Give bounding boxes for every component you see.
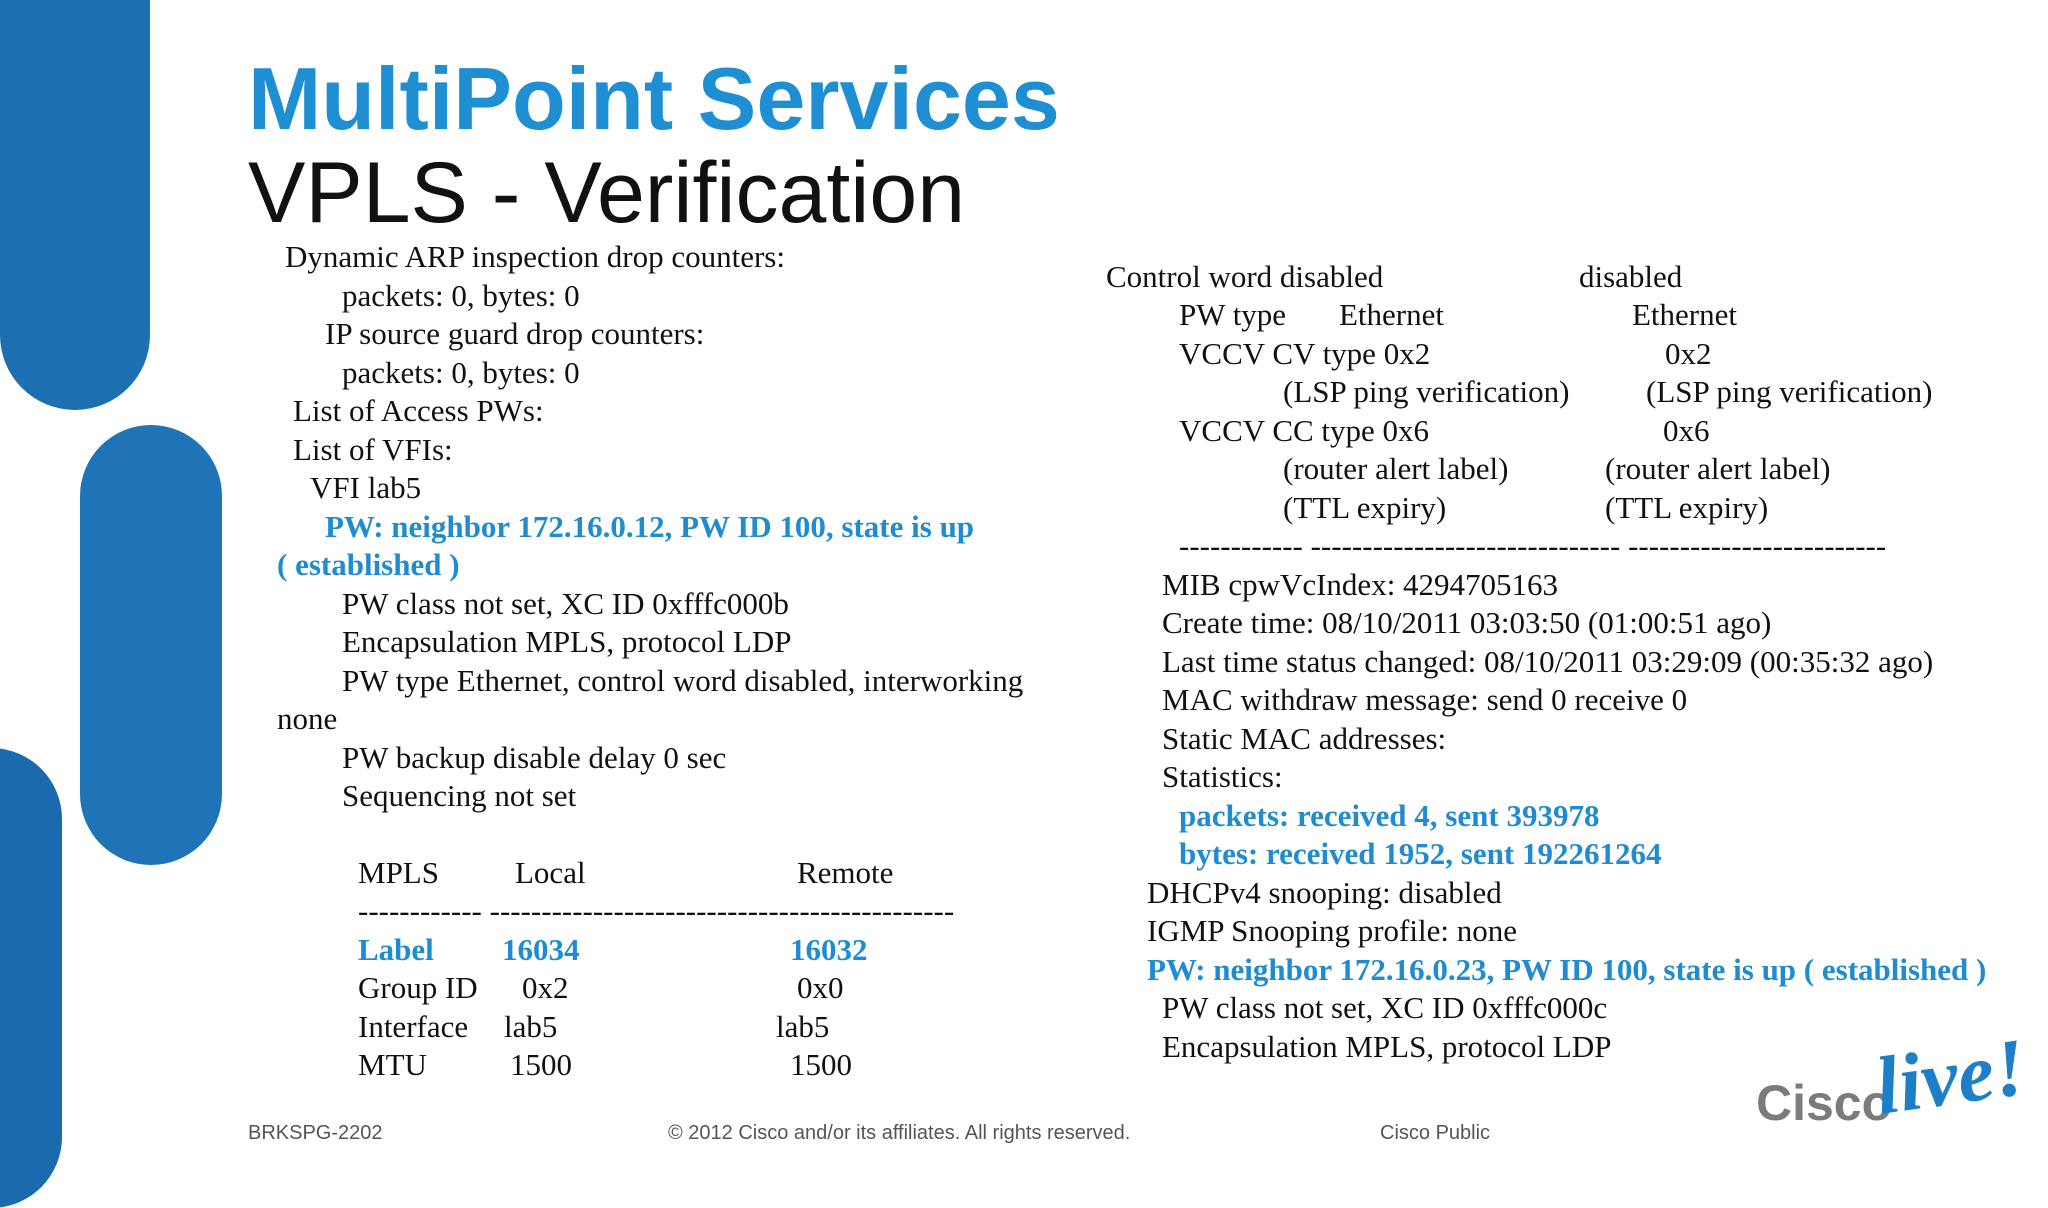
cli-line: Static MAC addresses: (1162, 721, 1447, 756)
cli-line: Ethernet (1339, 297, 1445, 332)
slide-subtitle: VPLS - Verification (248, 145, 966, 241)
cli-line: Create time: 08/10/2011 03:03:50 (01:00:51 ago) (1162, 605, 1772, 640)
mpls-row-mtu-name: MTU (358, 1047, 427, 1082)
cli-line: (router alert label) (1283, 451, 1509, 486)
mpls-row-groupid-local: 0x2 (522, 970, 569, 1005)
slide-title: MultiPoint Services (248, 49, 1060, 148)
cli-line: Last time status changed: 08/10/2011 03:29:09 (00:35:32 ago) (1162, 644, 1934, 679)
decorative-pill-bottom (0, 748, 62, 1208)
mpls-row-label-remote: 16032 (790, 932, 868, 967)
cli-line-highlight: PW: neighbor 172.16.0.23, PW ID 100, state is up ( established ) (1147, 952, 1987, 987)
cli-line: VFI lab5 (310, 470, 422, 505)
cli-line: (LSP ping verification) (1283, 374, 1570, 409)
logo-live-text: live! (1869, 1020, 2032, 1132)
decorative-pill-middle (80, 425, 222, 865)
cli-line: VCCV CC type 0x6 (1179, 413, 1430, 448)
cli-line: packets: 0, bytes: 0 (342, 278, 580, 313)
footer-session-code: BRKSPG-2202 (248, 1122, 383, 1144)
cli-line: Dynamic ARP inspection drop counters: (285, 239, 785, 274)
mpls-header-local: Local (515, 855, 586, 890)
mpls-row-interface-remote: lab5 (776, 1009, 830, 1044)
cli-line: List of Access PWs: (293, 393, 544, 428)
mpls-row-groupid-remote: 0x0 (797, 970, 844, 1005)
cisco-live-logo (1756, 1020, 2036, 1140)
cli-line: (TTL expiry) (1283, 490, 1447, 525)
cli-line: IP source guard drop counters: (325, 316, 705, 351)
cli-line: MIB cpwVcIndex: 4294705163 (1162, 567, 1559, 602)
cli-line-highlight: PW: neighbor 172.16.0.12, PW ID 100, state is up (325, 509, 975, 544)
cli-line: packets: 0, bytes: 0 (342, 355, 580, 390)
cli-line: Control word disabled (1106, 259, 1384, 294)
cli-line: 0x2 (1665, 336, 1712, 371)
logo-cisco-text: Cisco (1756, 1075, 1893, 1131)
mpls-row-mtu-local: 1500 (510, 1047, 572, 1082)
cli-line: Ethernet (1632, 297, 1738, 332)
cli-line: disabled (1579, 259, 1683, 294)
cli-line: PW class not set, XC ID 0xfffc000b (342, 586, 789, 621)
cli-divider: ------------ --------------------------------------------- (358, 893, 955, 928)
mpls-row-label-local: 16034 (502, 932, 580, 967)
mpls-row-interface-local: lab5 (504, 1009, 558, 1044)
cli-line-highlight: bytes: received 1952, sent 192261264 (1179, 836, 1662, 871)
cli-line: (TTL expiry) (1605, 490, 1769, 525)
cli-line: Sequencing not set (342, 778, 577, 813)
cli-line-highlight: ( established ) (277, 547, 460, 582)
cli-line: Encapsulation MPLS, protocol LDP (1162, 1029, 1612, 1064)
cli-line: IGMP Snooping profile: none (1147, 913, 1517, 948)
cli-divider: ------------ ------------------------------ ------------------------- (1179, 528, 1887, 563)
cli-line: (router alert label) (1605, 451, 1831, 486)
cli-line: MAC withdraw message: send 0 receive 0 (1162, 682, 1688, 717)
cli-line: PW backup disable delay 0 sec (342, 740, 727, 775)
cli-line-highlight: packets: received 4, sent 393978 (1179, 798, 1600, 833)
footer-classification: Cisco Public (1380, 1122, 1491, 1144)
mpls-row-interface-name: Interface (358, 1009, 469, 1044)
cli-line: List of VFIs: (293, 432, 453, 467)
cli-line: Encapsulation MPLS, protocol LDP (342, 624, 792, 659)
footer-copyright: © 2012 Cisco and/or its affiliates. All rights reserved. (668, 1122, 1131, 1144)
cli-line: (LSP ping verification) (1646, 374, 1933, 409)
cli-line: PW type Ethernet, control word disabled, interworking (342, 663, 1024, 698)
mpls-row-label-name: Label (358, 932, 434, 967)
cli-line: 0x6 (1663, 413, 1710, 448)
mpls-header-label: MPLS (358, 855, 439, 890)
mpls-header-remote: Remote (797, 855, 894, 890)
mpls-row-mtu-remote: 1500 (790, 1047, 852, 1082)
cli-line: DHCPv4 snooping: disabled (1147, 875, 1502, 910)
cli-line: VCCV CV type 0x2 (1179, 336, 1431, 371)
cli-line: none (277, 701, 338, 736)
decorative-pill-top (0, 0, 150, 410)
cli-line: PW class not set, XC ID 0xfffc000c (1162, 990, 1608, 1025)
cli-line: Statistics: (1162, 759, 1283, 794)
cli-line: PW type (1179, 297, 1287, 332)
mpls-row-groupid-name: Group ID (358, 970, 478, 1005)
